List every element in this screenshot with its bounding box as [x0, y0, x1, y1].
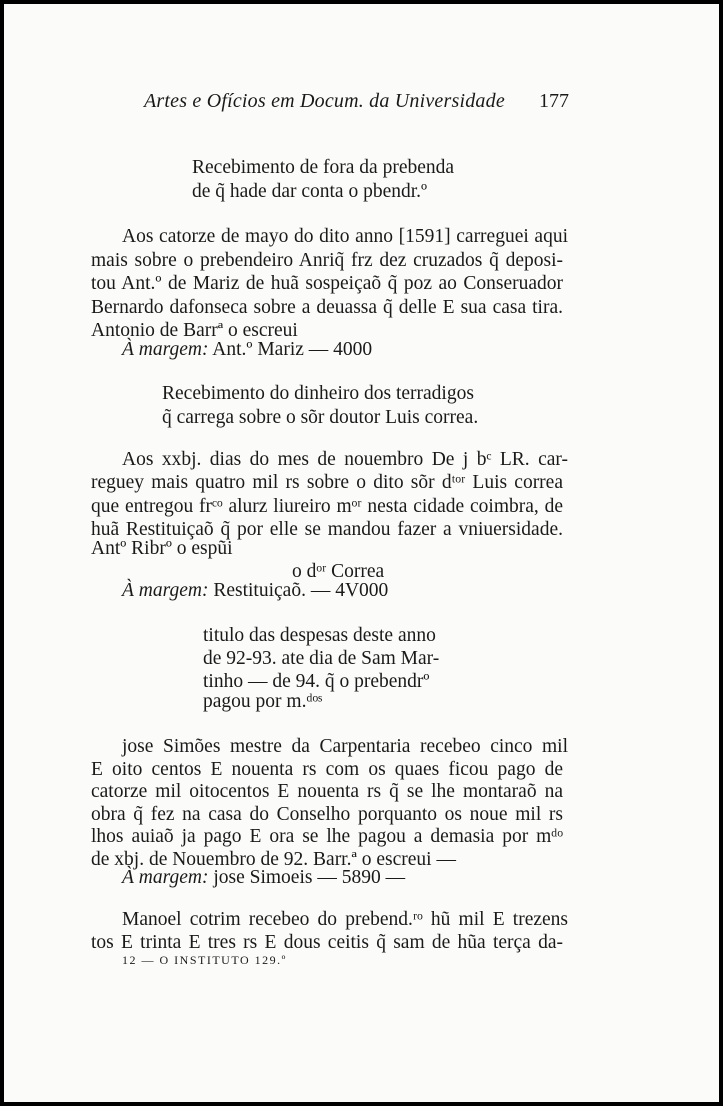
section-1-margin-note — [122, 338, 372, 362]
section-2-margin-note — [122, 579, 388, 603]
section-2-body-line-4: huã Restituiçaõ q̃ por elle se mandou fazer a vniuersidade. — [91, 519, 563, 540]
section-2-body-line-3: que entregou frᶜᵒ alurz liureiro mᵒʳ nesta cidade coimbra, de — [91, 496, 563, 517]
margin-label: À margem: — [122, 580, 209, 601]
page-number: 177 — [539, 90, 569, 112]
book-page — [4, 4, 719, 1102]
section-4-body-line-2: tos E trinta E tres rs E dous ceitis q̃ sam de hũa terça da- — [91, 932, 563, 953]
section-3-body-line-3: catorze mil oitocentos E nouenta rs q̃ se lhe montaraõ na — [91, 781, 563, 802]
section-1-body-line-4: Bernardo dafonseca sobre a deuassa q̃ delle E sua casa tira. — [91, 297, 563, 318]
section-3-margin-note — [122, 866, 405, 890]
section-1-body-line-2: mais sobre o prebendeiro Anriq̃ frz dez cruzados q̃ deposi- — [91, 250, 563, 271]
section-3-body-line-5: lhos auiaõ ja pago E ora se lhe pagou a demasia por mᵈᵒ — [91, 826, 563, 847]
margin-text: jose Simoeis — 5890 — — [213, 867, 406, 888]
margin-label: À margem: — [122, 339, 209, 360]
section-2-body-line-5: Antº Ribrº o espũi — [91, 538, 233, 559]
section-2-heading-line-1: Recebimento do dinheiro dos terradigos — [162, 383, 474, 404]
margin-label: À margem: — [122, 867, 209, 888]
section-2-signature: o dᵒʳ Correa — [292, 561, 385, 582]
section-1-body-line-1: Aos catorze de mayo do dito anno [1591] carreguei aqui — [122, 226, 568, 247]
section-1-body-line-3: tou Ant.º de Mariz de huã sospeiçaõ q̃ poz ao Conseruador — [91, 273, 563, 294]
section-3-body-line-6: de xbj. de Nouembro de 92. Barr.ª o escreui — — [91, 849, 456, 870]
section-2-body-line-2: reguey mais quatro mil rs sobre o dito sõr dᵗᵒʳ Luis correa — [91, 472, 563, 493]
section-3-heading-line-2: de 92-93. ate dia de Sam Mar- — [203, 648, 440, 669]
margin-text: Restituiçaõ. — 4V000 — [213, 580, 389, 601]
margin-text: Ant.º Mariz — 4000 — [212, 339, 373, 360]
section-2-body-line-1: Aos xxbj. dias do mes de nouembro De j bᶜ LR. car- — [122, 449, 568, 470]
running-header — [144, 90, 569, 113]
section-4-body-line-1: Manoel cotrim recebeo do prebend.ʳᵒ hũ mil E trezens — [122, 909, 568, 930]
section-3-heading-line-3: tinho — de 94. q̃ o prebendrº — [203, 671, 430, 692]
section-1-heading-line-1: Recebimento de fora da prebenda — [192, 157, 455, 178]
section-3-heading-line-4: pagou por m.ᵈᵒˢ — [203, 691, 323, 712]
section-3-body-line-4: obra q̃ fez na casa do Conselho porquanto os noue mil rs — [91, 804, 563, 825]
signature-footer: 12 — O INSTITUTO 129.º — [122, 953, 287, 967]
section-2-heading-line-2: q̃ carrega sobre o sõr doutor Luis correa. — [162, 407, 479, 428]
section-1-heading-line-2: de q̃ hade dar conta o pbendr.º — [192, 181, 428, 202]
section-1-body-line-5: Antonio de Barrª o escreui — [91, 320, 298, 341]
running-title: Artes e Ofícios em Docum. da Universidade — [144, 90, 505, 112]
section-3-heading-line-1: titulo das despesas deste anno — [203, 625, 436, 646]
section-3-body-line-2: E oito centos E nouenta rs com os quaes ficou pago de — [91, 759, 563, 780]
section-3-body-line-1: jose Simões mestre da Carpentaria recebeo cinco mil — [122, 736, 568, 757]
